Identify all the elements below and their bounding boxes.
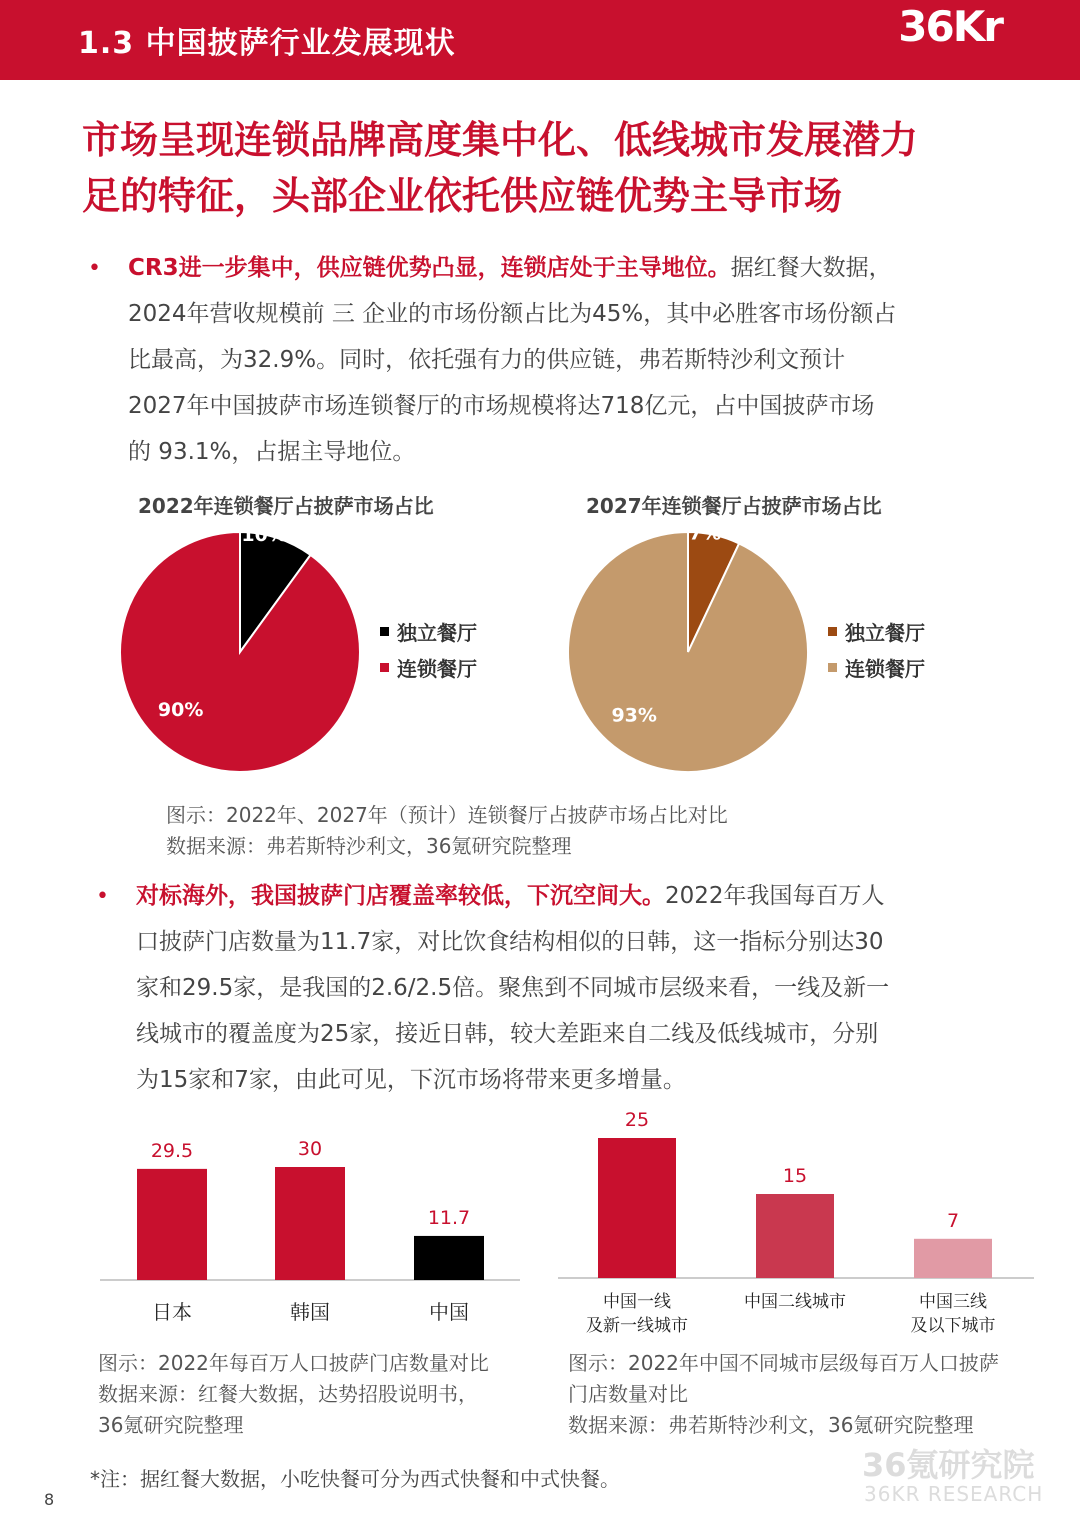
paragraph-1-line-4: 2027年中国披萨市场连锁餐厅的市场规模将达718亿元，占中国披萨市场 (128, 393, 875, 419)
bar-category-label: 中国二线城市 (744, 1292, 846, 1312)
headline (82, 112, 1012, 224)
legend-item (828, 649, 925, 685)
legend-label: 连锁餐厅 (845, 656, 925, 681)
paragraph-2-lead: 对标海外，我国披萨门店覆盖率较低，下沉空间大。 (136, 883, 665, 909)
watermark-logo: 36氪研究院 (862, 1446, 1035, 1484)
caption-source: 36氪研究院整理 (98, 1413, 244, 1437)
bar-category-label: 日本 (152, 1300, 192, 1324)
pie-slice-label: 10% (241, 524, 287, 547)
bar-value-label: 25 (624, 1109, 650, 1131)
legend-swatch (828, 663, 837, 672)
bar (275, 1167, 345, 1280)
paragraph-1-line-3: 比最高，为32.9%。同时，依托强有力的供应链，弗若斯特沙利文预计 (128, 347, 846, 373)
pie-slice-label: 90% (157, 699, 204, 722)
bar-value-label: 7 (946, 1209, 960, 1232)
pie-chart-2-title: 2027年连锁餐厅占披萨市场占比 (586, 494, 882, 518)
paragraph-1-lead: CR3进一步集中，供应链优势凸显，连锁店处于主导地位。 (128, 255, 731, 281)
bar-value-label: 15 (782, 1165, 808, 1187)
legend-label: 独立餐厅 (397, 620, 477, 645)
bar-category-label: 中国 (429, 1300, 469, 1324)
bar-chart-1-caption (98, 1348, 489, 1441)
legend-label: 独立餐厅 (845, 620, 925, 645)
footnote: *注：据红餐大数据，小吃快餐可分为西式快餐和中式快餐。 (90, 1467, 620, 1491)
bullet-1: • (88, 256, 101, 281)
pie-slice (568, 532, 808, 772)
bar-category-label: 中国一线 及新一线城市 (586, 1292, 688, 1336)
bar-value-label: 29.5 (150, 1139, 194, 1162)
page-number: 8 (44, 1490, 55, 1509)
pie-slice-label: 7% (688, 522, 722, 545)
brand-logo: 36Kr (898, 2, 1002, 51)
bar (914, 1239, 992, 1278)
bar-value-label: 30 (297, 1138, 323, 1160)
paragraph-1 (128, 245, 896, 475)
section-title: 1.3 中国披萨行业发展现状 (78, 26, 456, 61)
pie-chart-1-title: 2022年连锁餐厅占披萨市场占比 (138, 494, 434, 518)
pie-chart-2027 (558, 522, 818, 782)
pie-chart-1-legend (380, 613, 477, 685)
legend-item (380, 649, 477, 685)
bar-value-label: 11.7 (427, 1206, 471, 1229)
paragraph-1-line-1: 据红餐大数据， (730, 255, 892, 281)
bar-category-label: 韩国 (290, 1300, 330, 1324)
pie-chart-2-legend (828, 613, 925, 685)
paragraph-1-line-2: 2024年营收规模前 三 企业的市场份额占比为45%，其中必胜客市场份额占 (128, 301, 897, 327)
legend-item (828, 613, 925, 649)
paragraph-2-line-3: 家和29.5家，是我国的2.6/2.5倍。聚焦到不同城市层级来看，一线及新一 (136, 975, 890, 1001)
headline-line-2: 足的特征，头部企业依托供应链优势主导市场 (82, 174, 843, 218)
header-bar (0, 0, 1080, 80)
caption-source: 数据来源：红餐大数据，达势招股说明书， (98, 1382, 478, 1406)
legend-swatch (828, 627, 837, 636)
paragraph-2-line-1: 2022年我国每百万人 (665, 883, 885, 909)
caption-line: 图示：2022年、2027年（预计）连锁餐厅占披萨市场占比对比 (166, 803, 728, 827)
caption-line: 图示：2022年中国不同城市层级每百万人口披萨 (568, 1351, 999, 1375)
pie-slice (120, 532, 360, 772)
paragraph-2 (136, 873, 889, 1103)
caption-source: 数据来源：弗若斯特沙利文，36氪研究院整理 (166, 834, 572, 858)
pie-chart-2022 (110, 522, 370, 782)
paragraph-2-line-4: 线城市的覆盖度为25家，接近日韩，较大差距来自二线及低线城市，分别 (136, 1021, 879, 1047)
bar-category-label: 中国三线 及以下城市 (910, 1292, 996, 1336)
paragraph-2-line-2: 口披萨门店数量为11.7家，对比饮食结构相似的日韩，这一指标分别达30 (136, 929, 884, 955)
bullet-2: • (96, 884, 109, 909)
legend-swatch (380, 663, 389, 672)
paragraph-2-line-5: 为15家和7家，由此可见，下沉市场将带来更多增量。 (136, 1067, 686, 1093)
pie-chart-caption (166, 800, 728, 862)
caption-line: 图示：2022年每百万人口披萨门店数量对比 (98, 1351, 489, 1375)
caption-source: 数据来源：弗若斯特沙利文，36氪研究院整理 (568, 1413, 974, 1437)
bar (598, 1138, 676, 1278)
legend-label: 连锁餐厅 (397, 656, 477, 681)
bar-chart-city-tiers (558, 1100, 1034, 1285)
legend-item (380, 613, 477, 649)
bar (137, 1169, 207, 1280)
paragraph-1-line-5: 的 93.1%，占据主导地位。 (128, 439, 416, 465)
bar-chart-countries (100, 1130, 520, 1285)
bar-chart-2-caption (568, 1348, 999, 1441)
watermark-subtitle: 36KR RESEARCH (864, 1482, 1044, 1506)
bar (756, 1194, 834, 1278)
headline-line-1: 市场呈现连锁品牌高度集中化、低线城市发展潜力 (82, 118, 919, 162)
pie-slice-label: 93% (611, 704, 657, 727)
legend-swatch (380, 627, 389, 636)
caption-line: 门店数量对比 (568, 1382, 688, 1406)
bar (414, 1236, 484, 1280)
